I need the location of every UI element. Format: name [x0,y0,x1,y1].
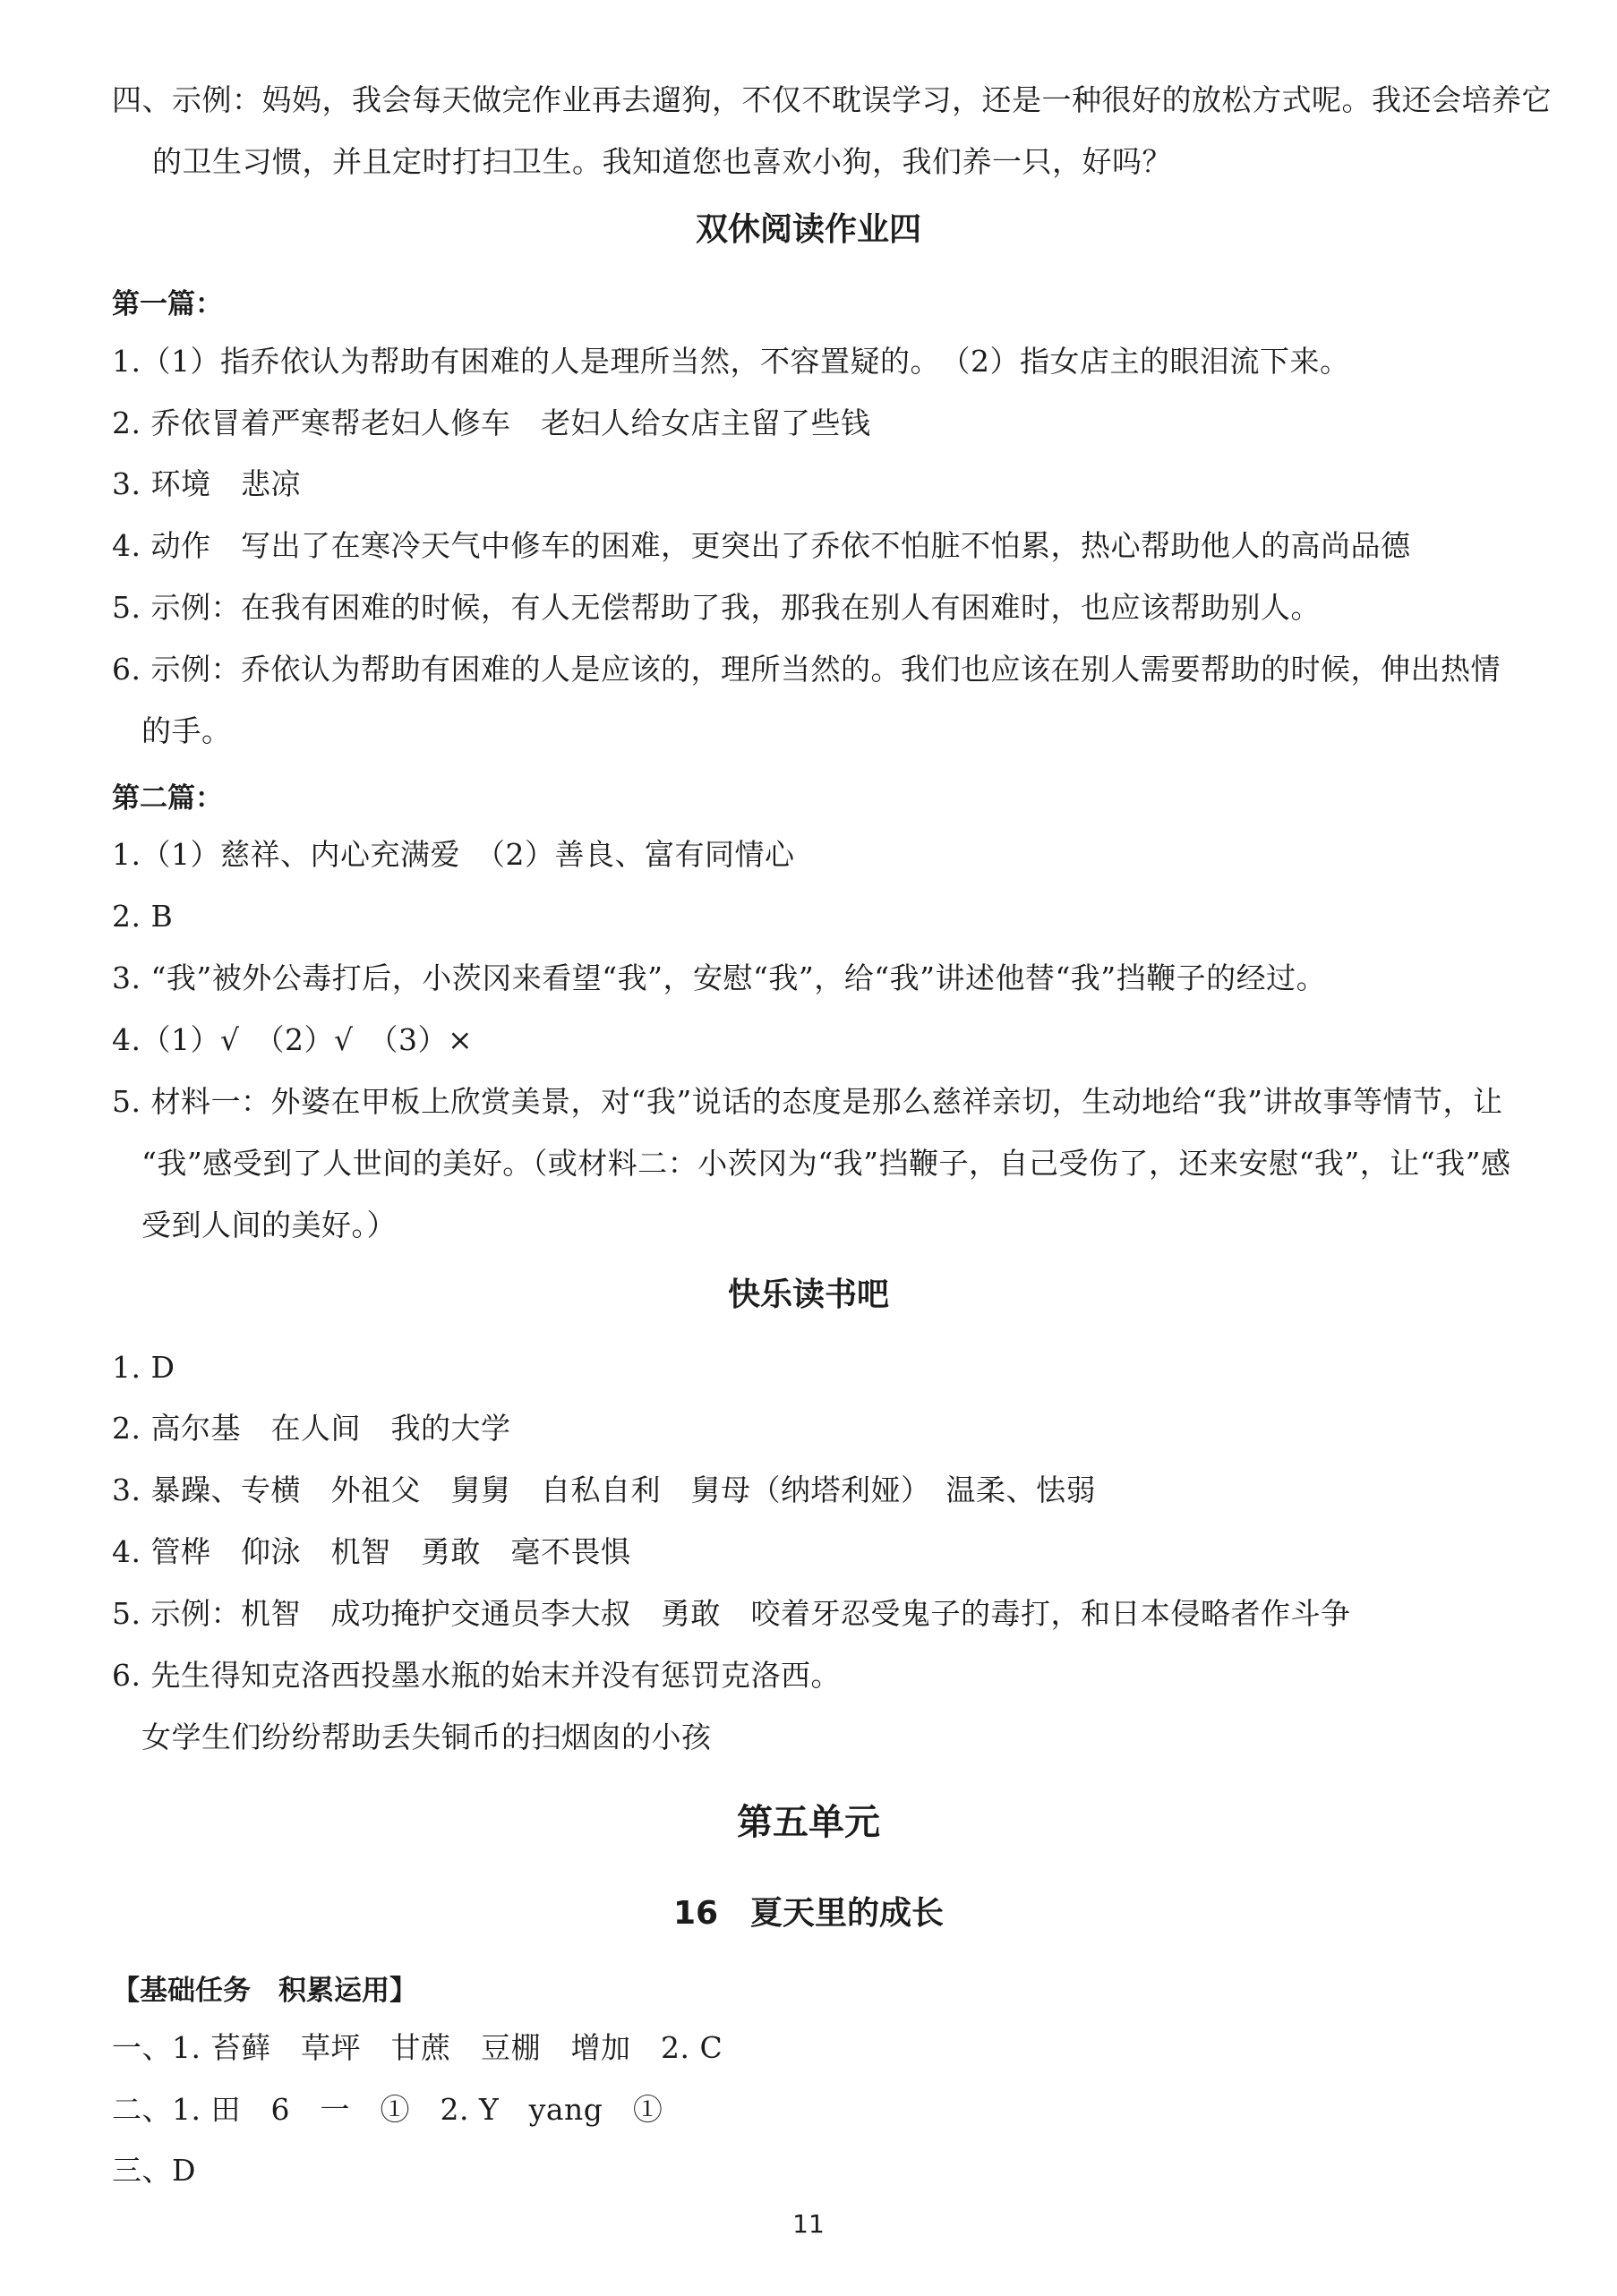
reading-q4: 4. 管桦 仰泳 机智 勇敢 毫不畏惧 [112,1534,631,1569]
intro-line-2: 的卫生习惯，并且定时打扫卫生。我知道您也喜欢小狗，我们养一只，好吗？ [152,144,1172,179]
part2-q5-line2: “我”感受到了人世间的美好。（或材料二：小茨冈为“我”挡鞭子，自己受伤了，还来安慰“我”，让“我”感 [141,1146,1511,1181]
part1-q5: 5. 示例：在我有困难的时候，有人无偿帮助了我，那我在别人有困难时，也应该帮助别人。 [112,590,1321,625]
part1-q2: 2. 乔依冒着严寒帮老妇人修车 老妇人给女店主留了些钱 [112,405,871,440]
part2-q2: 2. B [112,899,174,934]
reading-q6-line2: 女学生们纷纷帮助丢失铜币的扫烟囱的小孩 [141,1720,712,1754]
part2-q5-line1: 5. 材料一：外婆在甲板上欣赏美景，对“我”说话的态度是那么慈祥亲切，生动地给“我”讲故事等情节，让 [112,1084,1503,1119]
intro-line-1: 四、示例：妈妈，我会每天做完作业再去遛狗，不仅不耽误学习，还是一种很好的放松方式呢。我还会培养它 [112,82,1552,117]
part1-q3: 3. 环境 悲凉 [112,466,301,501]
part2-q1: 1.（1）慈祥、内心充满爱 （2）善良、富有同情心 [112,837,795,872]
section-title-reading-4: 双休阅读作业四 [695,211,921,248]
reading-q1: 1. D [112,1350,175,1385]
lesson-title: 16 夏天里的成长 [672,1895,945,1932]
part2-q5-line3: 受到人间的美好。） [141,1208,397,1242]
unit-title: 第五单元 [737,1801,880,1843]
part2-heading: 第二篇： [112,782,223,815]
part1-heading: 第一篇： [112,288,223,320]
task-line-3: 三、D [112,2153,196,2188]
reading-q3: 3. 暴躁、专横 外祖父 舅舅 自私自利 舅母（纳塔利娅） 温柔、怯弱 [112,1472,1096,1507]
part1-q6-line2: 的手。 [141,713,232,748]
part1-q6-line1: 6. 示例：乔依认为帮助有困难的人是应该的，理所当然的。我们也应该在别人需要帮助的时候，伸出热情 [112,652,1501,687]
task-line-1: 一、1. 苔藓 草坪 甘蔗 豆棚 增加 2. C [112,2030,723,2065]
task-heading: 【基础任务 积累运用】 [112,1975,417,2007]
task-line-2: 二、1. 田 6 一 ① 2. Y yang ① [112,2092,663,2127]
part2-q4: 4.（1）√ （2）√ （3）× [112,1022,474,1057]
reading-q6-line1: 6. 先生得知克洛西投墨水瓶的始末并没有惩罚克洛西。 [112,1658,841,1693]
part2-q3: 3. “我”被外公毒打后，小茨冈来看望“我”，安慰“我”，给“我”讲述他替“我”挡鞭子的经过。 [112,960,1327,995]
part1-q1: 1.（1）指乔依认为帮助有困难的人是理所当然，不容置疑的。 （2）指女店主的眼泪流下来。 [112,344,1350,379]
section-title-happy-reading: 快乐读书吧 [727,1276,889,1313]
page-number: 11 [792,2209,825,2239]
reading-q5: 5. 示例：机智 成功掩护交通员李大叔 勇敢 咬着牙忍受鬼子的毒打，和日本侵略者作斗争 [112,1596,1351,1631]
part1-q4: 4. 动作 写出了在寒冷天气中修车的困难，更突出了乔依不怕脏不怕累，热心帮助他人的高尚品德 [112,528,1411,563]
reading-q2: 2. 高尔基 在人间 我的大学 [112,1411,511,1446]
